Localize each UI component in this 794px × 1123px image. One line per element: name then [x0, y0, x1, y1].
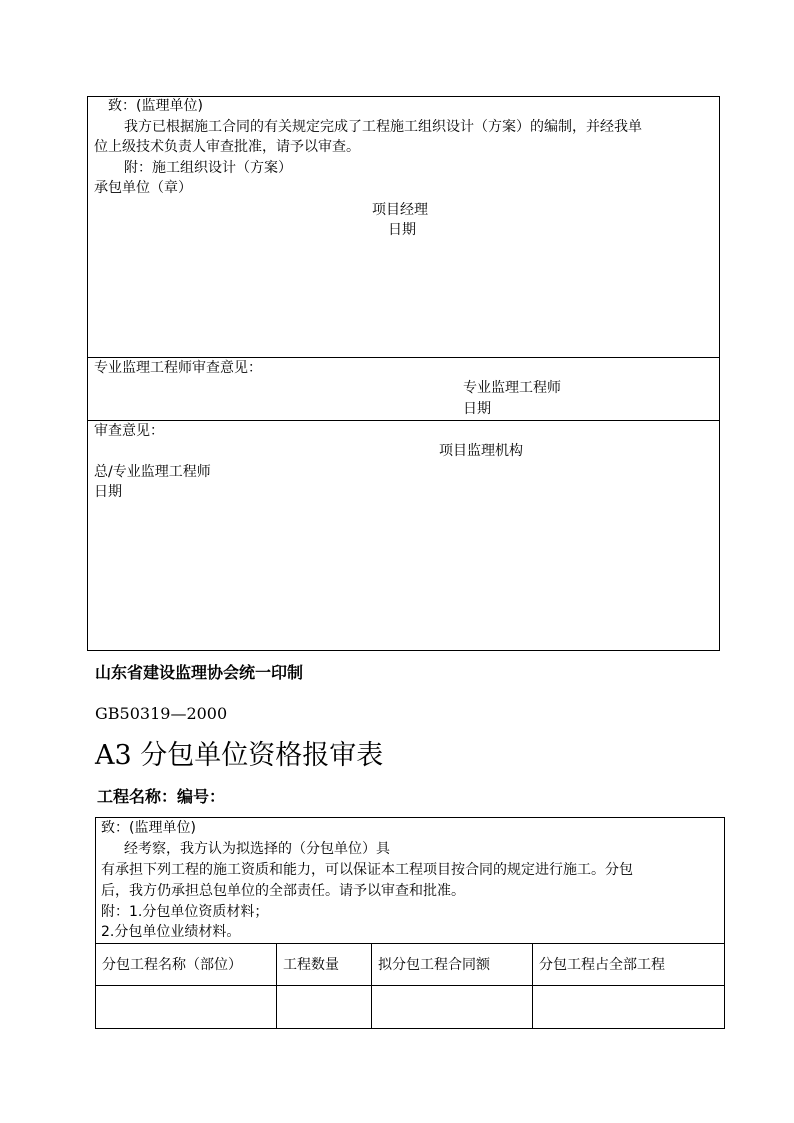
form1-review-opinion-label: 审查意见： [94, 423, 164, 439]
form1-body-line1: 我方已根据施工合同的有关规定完成了工程施工组织设计（方案）的编制，并经我单 [124, 119, 642, 135]
printer-note: 山东省建设监理协会统一印制 [95, 663, 304, 682]
column-header-contract-amount: 拟分包工程合同额 [378, 957, 490, 973]
form2-empty-row [95, 986, 725, 1028]
form1-engineer-date-label: 日期 [463, 401, 491, 417]
form1-attachment: 附：施工组织设计（方案） [124, 160, 292, 176]
form2-attachment-2: 2.分包单位业绩材料。 [101, 924, 241, 940]
form2-body-line2: 有承担下列工程的施工资质和能力，可以保证本工程项目按合同的规定进行施工。分包 [101, 862, 633, 878]
form1-divider-2 [87, 420, 720, 421]
form2-attachment-1: 附：1.分包单位资质材料； [101, 904, 269, 920]
form1-chief-date-label: 日期 [94, 484, 122, 500]
form1-date-label: 日期 [388, 222, 416, 238]
column-header-quantity: 工程数量 [283, 957, 339, 973]
form1-agency-label: 项目监理机构 [439, 443, 523, 459]
form2-header-row-top [95, 943, 725, 944]
form1-chief-engineer-label: 总/专业监理工程师 [94, 464, 211, 480]
form1-to-line: 致：(监理单位) [108, 98, 203, 114]
column-header-percentage: 分包工程占全部工程 [539, 957, 665, 973]
form2-body-line1: 经考察，我方认为拟选择的（分包单位）具 [124, 841, 390, 857]
form1-engineer-signature-label: 专业监理工程师 [463, 380, 561, 396]
project-name-number-header: 工程名称：编号： [97, 787, 226, 806]
form1-project-manager-label: 项目经理 [372, 202, 428, 218]
form1-engineer-opinion-label: 专业监理工程师审查意见： [94, 360, 262, 376]
form2-to-line: 致：(监理单位) [101, 820, 196, 836]
standard-code: GB50319—2000 [95, 704, 228, 723]
form2-body-line3: 后，我方仍承担总包单位的全部责任。请予以审查和批准。 [101, 883, 465, 899]
form1-contractor-label: 承包单位（章） [94, 180, 192, 196]
form1-body-line2: 位上级技术负责人审查批准，请予以审查。 [94, 139, 360, 155]
page-title: A3 分包单位资格报审表 [95, 740, 384, 771]
column-header-subcontract-name: 分包工程名称（部位） [102, 957, 242, 973]
